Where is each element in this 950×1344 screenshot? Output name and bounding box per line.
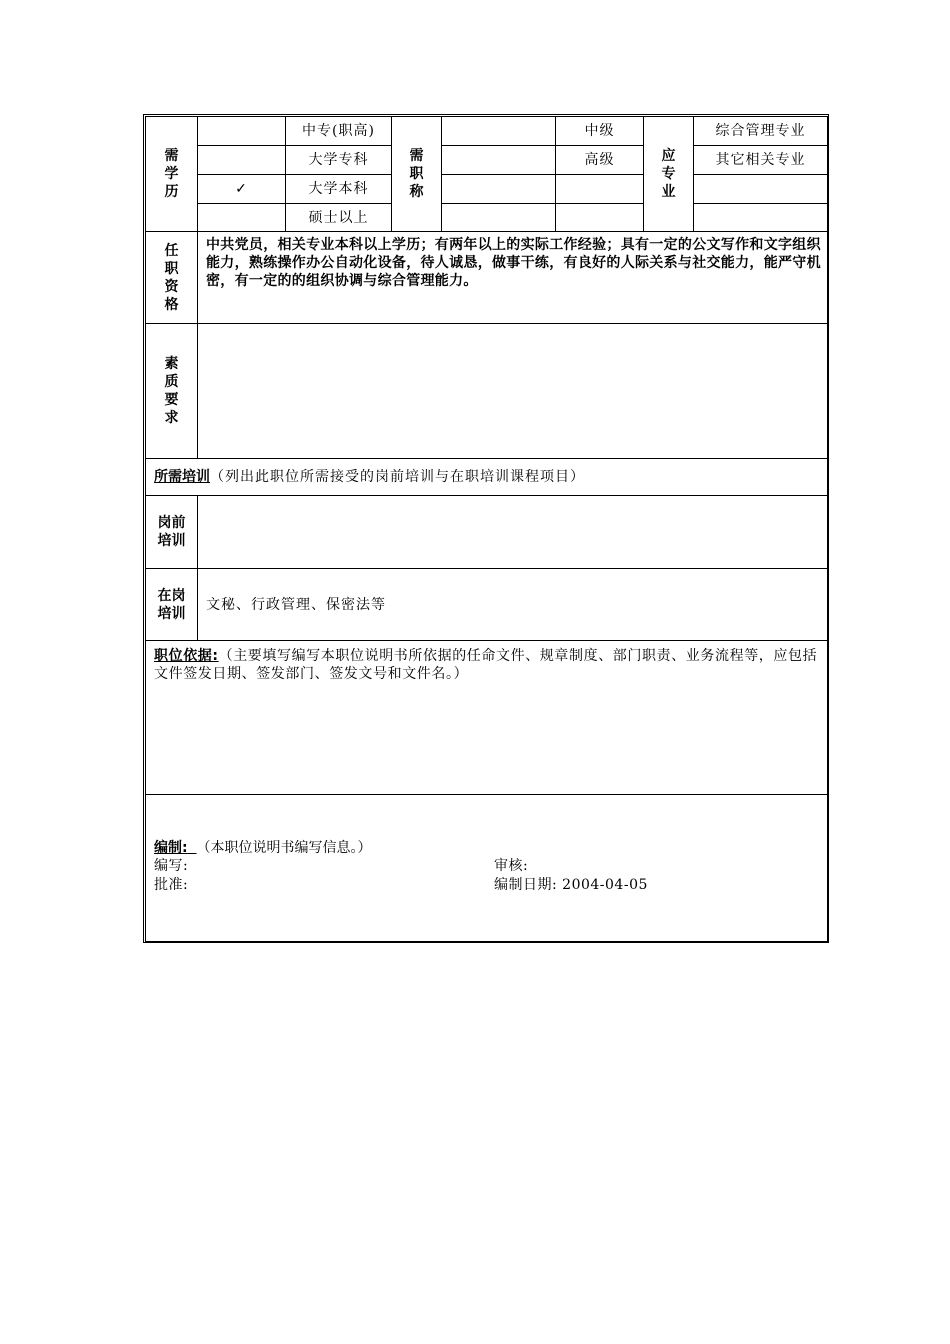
pre-training-text[interactable]	[198, 496, 828, 569]
requirement-row-2	[146, 146, 828, 175]
major-option	[694, 175, 828, 204]
job-description-form	[145, 116, 828, 942]
requirement-row-1	[146, 117, 828, 146]
reviewer-field[interactable]: 审核:	[494, 858, 529, 874]
preparation-heading: 编制:	[154, 840, 188, 856]
title-level	[556, 175, 644, 204]
pre-training-row	[146, 496, 828, 569]
on-training-row	[146, 569, 828, 641]
education-level: 硕士以上	[286, 204, 392, 232]
preparation-note: （本职位说明书编写信息。）	[196, 840, 372, 856]
major-option: 其它相关专业	[694, 146, 828, 175]
education-check[interactable]	[198, 117, 286, 146]
title-check[interactable]	[442, 117, 556, 146]
title-check[interactable]	[442, 146, 556, 175]
on-training-text[interactable]: 文秘、行政管理、保密法等	[198, 569, 828, 641]
requirement-row-4	[146, 204, 828, 232]
training-heading-row	[146, 459, 828, 496]
education-check[interactable]	[198, 204, 286, 232]
training-heading-note: （列出此职位所需接受的岗前培训与在职培训课程项目）	[210, 469, 585, 485]
title-required-label: 需 职 称	[392, 117, 442, 232]
qualification-text[interactable]: 中共党员，相关专业本科以上学历；有两年以上的实际工作经验；具有一定的公文写作和文字组织能力，熟练操作办公自动化设备，待人诚恳，做事干练，有良好的人际关系与社交能力，能严守机密，有一定的的组织协调与综合管理能力。	[198, 232, 828, 324]
quality-label: 素 质 要 求	[146, 324, 198, 459]
education-level: 大学专科	[286, 146, 392, 175]
writer-field[interactable]: 编写:	[154, 858, 189, 874]
education-level: 大学本科	[286, 175, 392, 204]
title-check[interactable]	[442, 175, 556, 204]
title-level: 中级	[556, 117, 644, 146]
quality-row	[146, 324, 828, 459]
title-level	[556, 204, 644, 232]
requirement-row-3	[146, 175, 828, 204]
education-check[interactable]	[198, 146, 286, 175]
basis-heading: 职位依据:	[154, 648, 219, 664]
education-check-mark[interactable]: ✓	[198, 175, 286, 204]
quality-text[interactable]	[198, 324, 828, 459]
major-option: 综合管理专业	[694, 117, 828, 146]
job-description-form-frame	[143, 114, 829, 943]
approver-field[interactable]: 批准:	[154, 877, 189, 893]
basis-cell[interactable]	[146, 641, 828, 795]
title-check[interactable]	[442, 204, 556, 232]
qualification-row	[146, 232, 828, 324]
title-level: 高级	[556, 146, 644, 175]
basis-row	[146, 641, 828, 795]
preparation-cell	[146, 795, 828, 942]
basis-note: （主要填写编写本职位说明书所依据的任命文件、规章制度、部门职责、业务流程等，应包括文件签发日期、签发部门、签发文号和文件名。）	[154, 648, 818, 682]
training-heading-title: 所需培训	[154, 469, 210, 485]
preparation-row	[146, 795, 828, 942]
major-option	[694, 204, 828, 232]
pre-training-label: 岗前 培训	[146, 496, 198, 569]
education-label: 需 学 历	[146, 117, 198, 232]
education-level: 中专(职高)	[286, 117, 392, 146]
qualification-label: 任 职 资 格	[146, 232, 198, 324]
prepared-date-field[interactable]: 编制日期: 2004-04-05	[494, 877, 648, 893]
on-training-label: 在岗 培训	[146, 569, 198, 641]
major-label: 应 专 业	[644, 117, 694, 232]
training-heading	[146, 459, 828, 496]
